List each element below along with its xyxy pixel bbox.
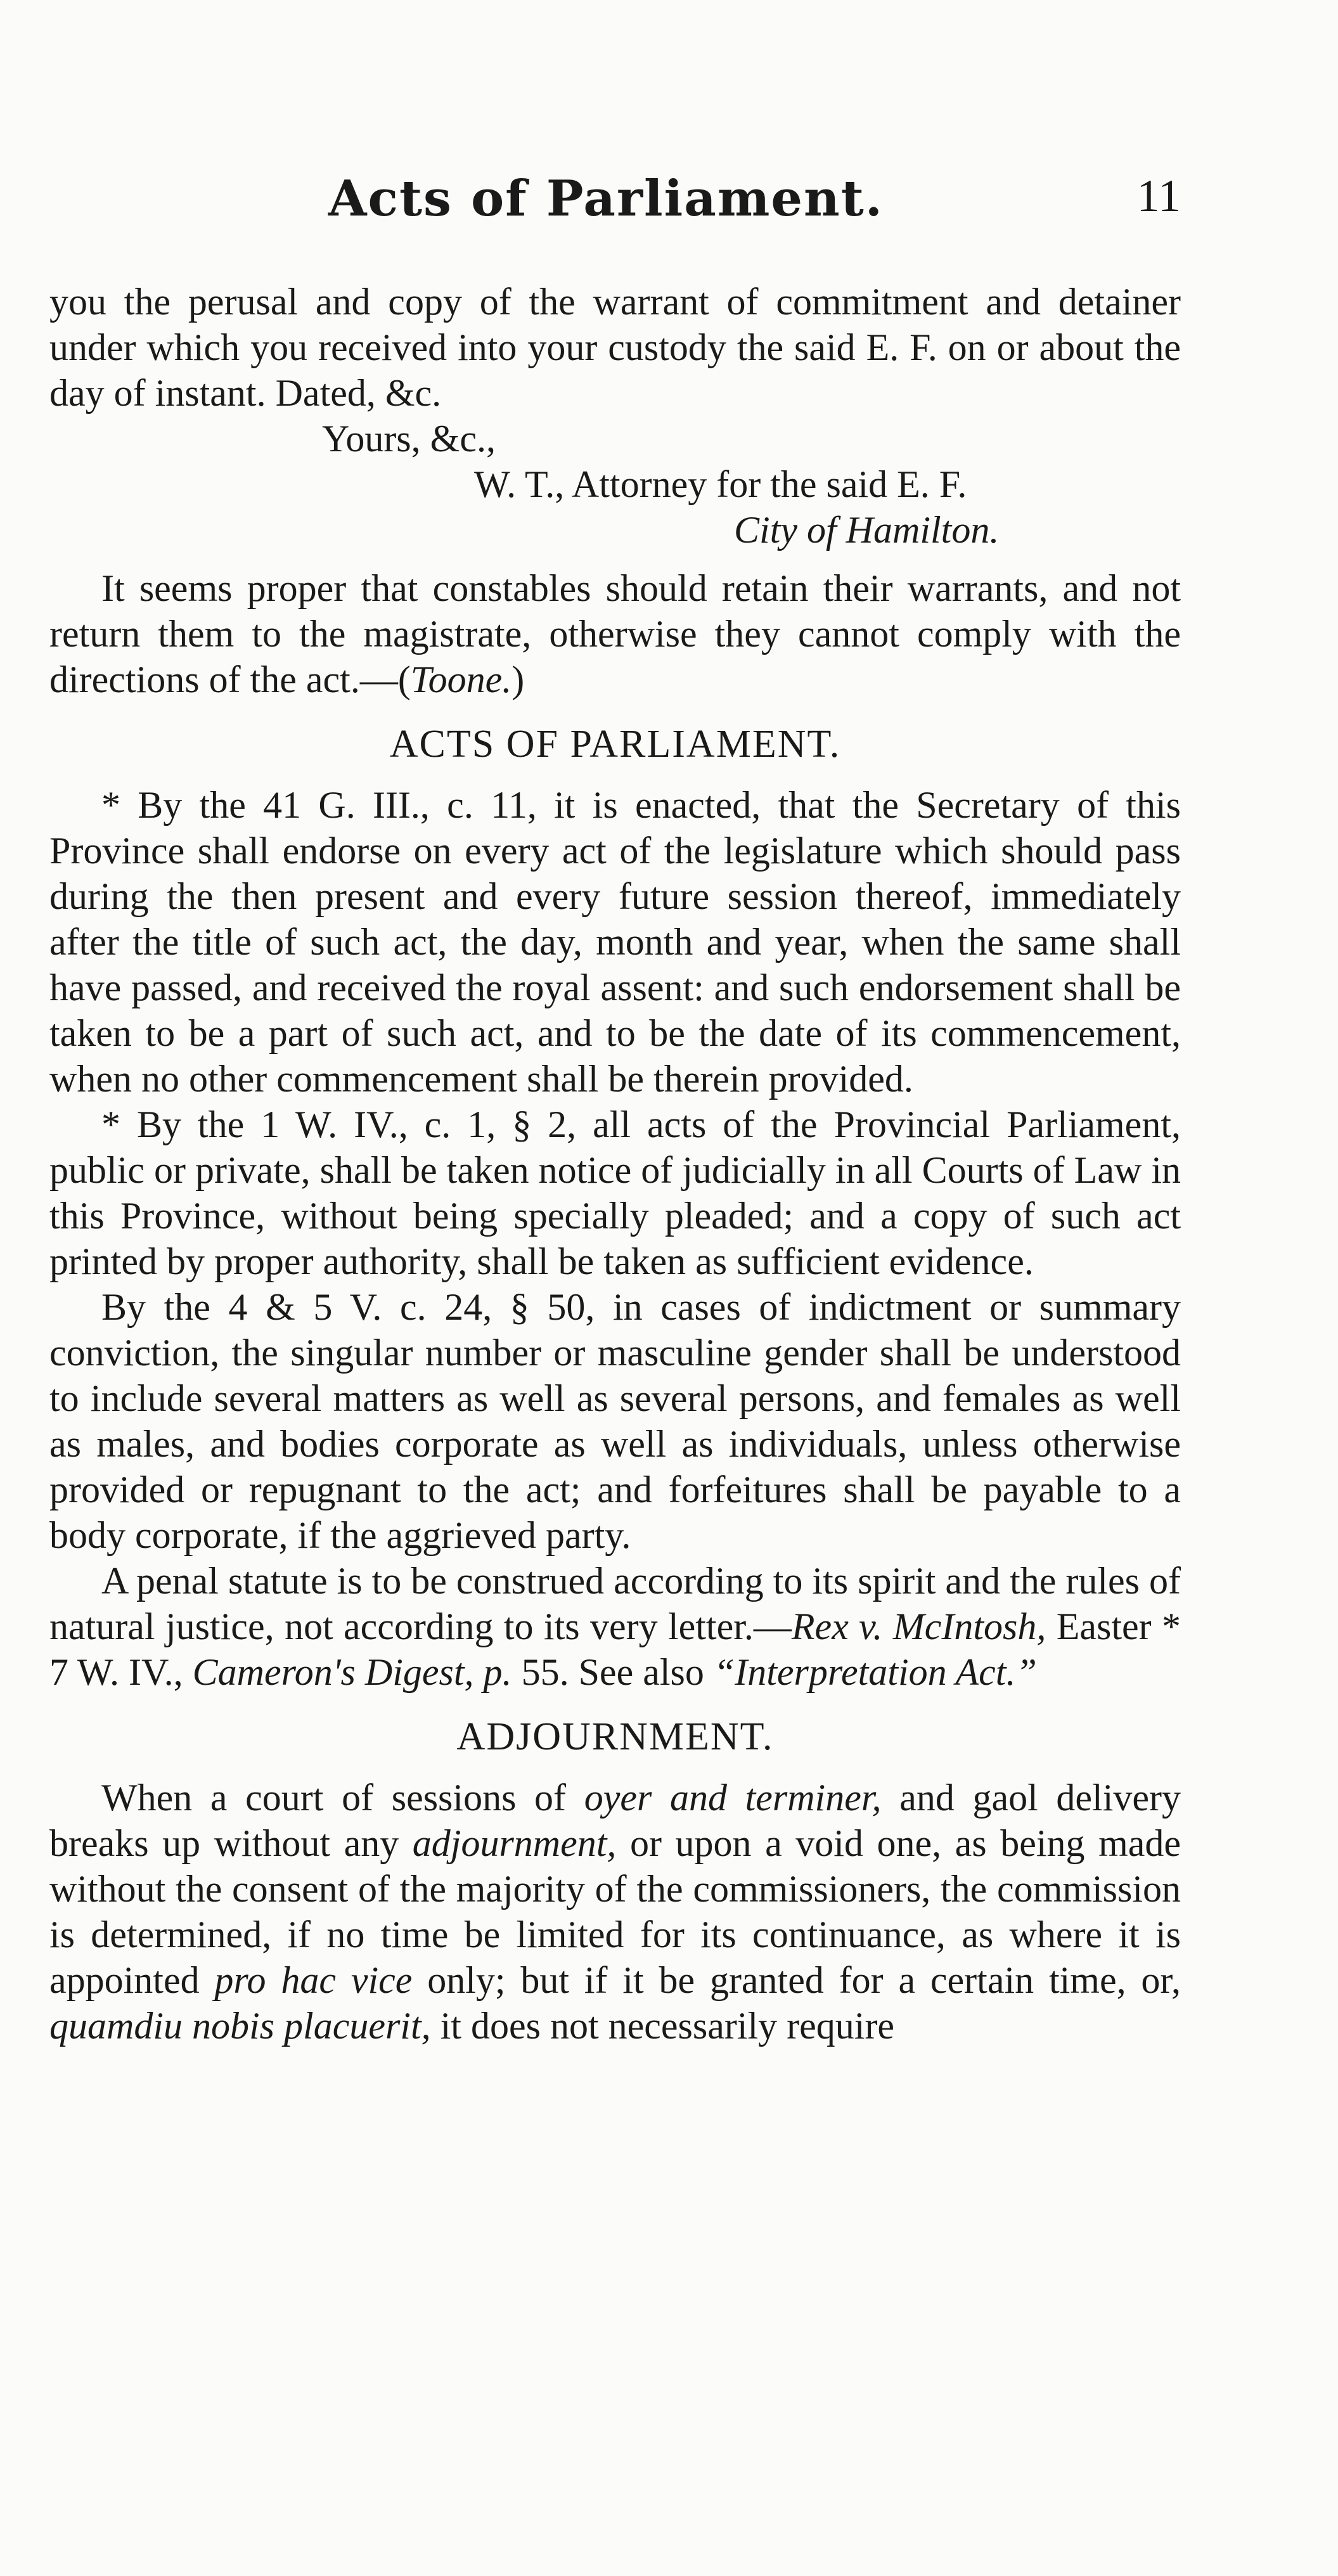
body-text [49, 279, 1181, 2049]
running-head: Acts of Parliament. [328, 170, 884, 228]
adj-italic-1: oyer and terminer, [584, 1777, 882, 1819]
adj-italic-2: adjournment, [412, 1822, 617, 1864]
adjournment-paragraph [49, 1775, 1181, 2049]
section-heading-acts: ACTS OF PARLIAMENT. [389, 723, 841, 766]
adj-text-3: or upon a void one, as being made without the consent of the majority of the commissioners, the commission is determined, if no time be limited for its continuance, as where it is appointed [49, 1822, 1181, 2001]
place-line: City of Hamilton. [734, 509, 1000, 551]
signature-line: W. T., Attorney for the said E. F. [474, 463, 967, 505]
acts-paragraph-1: * By the 41 G. III., c. 11, it is enacted, that the Secretary of this Province shall endorse on every act of the legislature which should pass during the then present and every future session thereof, immediately after the title of such act, the day, month and year, when the same shall have passed, and received the royal assent: and such endorsement shall be taken to be a part of such act, and to be the date of its commencement, when no other commencement shall be therein provided. [49, 784, 1181, 1100]
page-header [49, 170, 1181, 240]
penal-text: A penal statute is to be construed according to its spirit and the rules of natural justice, not according to its very letter.— [49, 1560, 1181, 1647]
case-citation: Rex v. McIntosh, [791, 1606, 1046, 1647]
toone-citation: Toone. [410, 659, 512, 700]
digest-citation: Cameron's Digest, p. [192, 1651, 512, 1693]
constables-close: ) [511, 659, 525, 700]
constables-text: It seems proper that constables should retain their warrants, and not return them to the magistrate, otherwise they cannot comply with the directions of the act.—( [49, 567, 1181, 700]
section-heading-adjournment: ADJOURNMENT. [456, 1715, 774, 1758]
acts-paragraph-2: * By the 1 W. IV., c. 1, § 2, all acts of the Provincial Parliament, public or private, shall be taken notice of judicially in all Courts of Law in this Province, without being specially pleaded; and a copy of such act printed by proper authority, shall be taken as sufficient evidence. [49, 1104, 1181, 1282]
constables-paragraph [49, 565, 1181, 702]
adj-text-5: it does not necessarily require [430, 2005, 895, 2047]
adj-text-4: only; but if it be granted for a certain time, or, [412, 1959, 1181, 2001]
adj-text-2: and gaol delivery breaks up without any [49, 1777, 1181, 1864]
acts-paragraph-3: By the 4 & 5 V. c. 24, § 50, in cases of indictment or summary conviction, the singular number or masculine gender shall be understood to include several matters as well as several persons, and females as well as males, and bodies corporate as well as individuals, unless otherwise provided or repugnant to the act; and forfeitures shall be payable to a body corporate, if the aggrieved party. [49, 1286, 1181, 1556]
book-page [49, 0, 1181, 2576]
page-number: 11 [1136, 171, 1181, 221]
interpretation-act-ref: “Interpretation Act.” [713, 1651, 1037, 1693]
digest-page: 55. See also [511, 1651, 714, 1693]
adj-text-1: When a court of sessions of [101, 1777, 584, 1819]
term-citation: Easter * 7 W. IV., [49, 1606, 1181, 1693]
adj-italic-3: pro hac vice [214, 1959, 413, 2001]
penal-statute-paragraph [49, 1558, 1181, 1695]
opening-paragraph: you the perusal and copy of the warrant of commitment and detainer under which you received into your custody the said E. F. on or about the day of instant. Dated, &c. [49, 281, 1181, 414]
closing-yours: Yours, &c., [322, 418, 496, 460]
adj-italic-4: quamdiu nobis placuerit, [49, 2005, 431, 2047]
